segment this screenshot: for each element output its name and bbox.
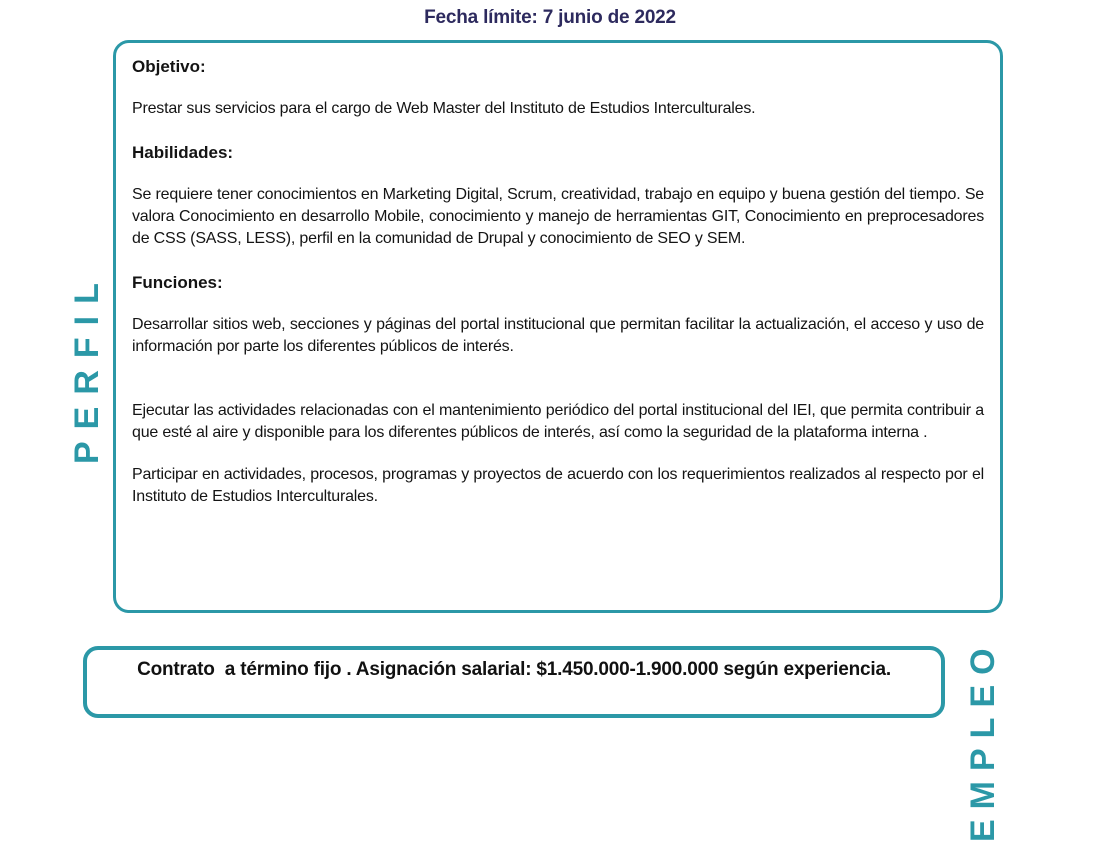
paragraph-funciones-2: Ejecutar las actividades relacionadas con el mantenimiento periódico del portal institucional del IEI, que permita contribuir a que esté al aire y disponible para los diferentes públicos de interés, así como la seguridad de la plataforma interna . [132,402,984,441]
paragraph-habilidades: Se requiere tener conocimientos en Marketing Digital, Scrum, creatividad, trabajo en equipo y buena gestión del tiempo. Se valora Conocimiento en desarrollo Mobile, conocimiento y manejo de herramientas GIT, Conocimiento en preprocesadores de CSS (SASS, LESS), perfil en la comunidad de Drupal y conocimiento de SEO y SEM. [132,186,984,247]
contract-text: Contrato a término fijo . Asignación salarial: $1.450.000-1.900.000 según experiencia. [137,659,891,680]
section-heading-objetivo: Objetivo: [132,57,206,76]
section-heading-habilidades: Habilidades: [132,143,234,162]
paragraph-funciones-3: Participar en actividades, procesos, programas y proyectos de acuerdo con los requerimientos realizados al respecto por el Instituto de Estudios Interculturales. [132,466,984,505]
perfil-section-box [113,40,1003,613]
deadline-title: Fecha límite: 7 junio de 2022 [424,7,676,28]
paragraph-funciones-1: Desarrollar sitios web, secciones y páginas del portal institucional que permitan facilitar la actualización, el acceso y uso de información por parte los diferentes públicos de interés. [132,316,984,355]
paragraph-objetivo: Prestar sus servicios para el cargo de Web Master del Instituto de Estudios Interculturales. [132,100,756,117]
contract-box [83,646,945,718]
empleo-vertical-label: EMPLEO [964,638,1002,842]
section-heading-funciones: Funciones: [132,273,223,292]
perfil-vertical-label: PERFIL [68,271,106,464]
